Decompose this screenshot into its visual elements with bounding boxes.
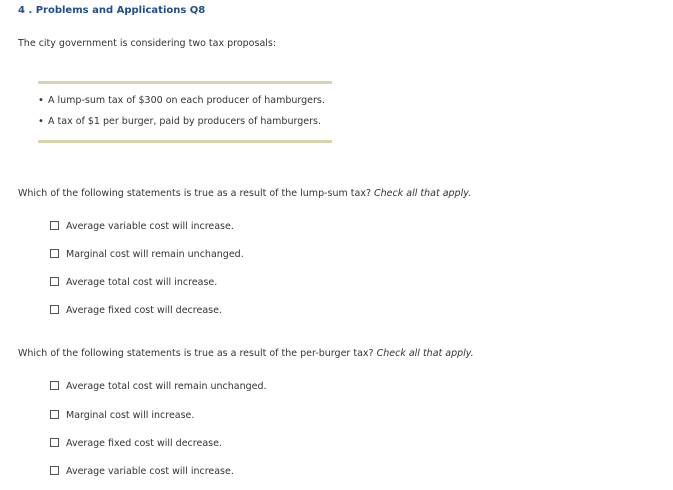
- option-label[interactable]: Average total cost will remain unchanged.: [66, 381, 267, 392]
- checkbox[interactable]: [50, 277, 59, 286]
- proposal-text: A tax of $1 per burger, paid by producers of hamburgers.: [48, 116, 321, 127]
- question-instruction: Check all that apply.: [374, 188, 472, 199]
- option-row[interactable]: [50, 381, 267, 393]
- checkbox[interactable]: [50, 221, 59, 230]
- checkbox[interactable]: [50, 305, 59, 314]
- option-row[interactable]: [50, 221, 234, 233]
- proposal-item: [38, 94, 325, 108]
- option-row[interactable]: [50, 249, 244, 261]
- bullet-icon: •: [38, 95, 44, 106]
- intro-text: The city government is considering two tax proposals:: [18, 38, 277, 49]
- option-label[interactable]: Marginal cost will increase.: [66, 410, 195, 421]
- option-row[interactable]: [50, 410, 194, 422]
- option-label[interactable]: Average fixed cost will decrease.: [66, 305, 222, 316]
- proposal-item: [38, 115, 321, 129]
- question-lump-sum: [18, 188, 471, 199]
- option-row[interactable]: [50, 305, 222, 317]
- option-label[interactable]: Average fixed cost will decrease.: [66, 438, 222, 449]
- option-label[interactable]: Average variable cost will increase.: [66, 466, 234, 477]
- option-label[interactable]: Marginal cost will remain unchanged.: [66, 249, 244, 260]
- checkbox[interactable]: [50, 410, 59, 419]
- checkbox[interactable]: [50, 438, 59, 447]
- option-row[interactable]: [50, 438, 222, 450]
- question-text: Which of the following statements is true as a result of the lump-sum tax?: [18, 188, 371, 199]
- checkbox[interactable]: [50, 381, 59, 390]
- proposal-text: A lump-sum tax of $300 on each producer of hamburgers.: [48, 95, 325, 106]
- question-instruction: Check all that apply.: [376, 348, 474, 359]
- proposal-box: [38, 81, 332, 143]
- option-label[interactable]: Average total cost will increase.: [66, 277, 218, 288]
- option-row[interactable]: [50, 277, 217, 289]
- bullet-icon: •: [38, 116, 44, 127]
- problem-title: 4 . Problems and Applications Q8: [18, 5, 206, 16]
- checkbox[interactable]: [50, 466, 59, 475]
- option-label[interactable]: Average variable cost will increase.: [66, 221, 234, 232]
- checkbox[interactable]: [50, 249, 59, 258]
- question-per-burger: [18, 348, 474, 359]
- question-text: Which of the following statements is true as a result of the per-burger tax?: [18, 348, 374, 359]
- option-row[interactable]: [50, 466, 234, 478]
